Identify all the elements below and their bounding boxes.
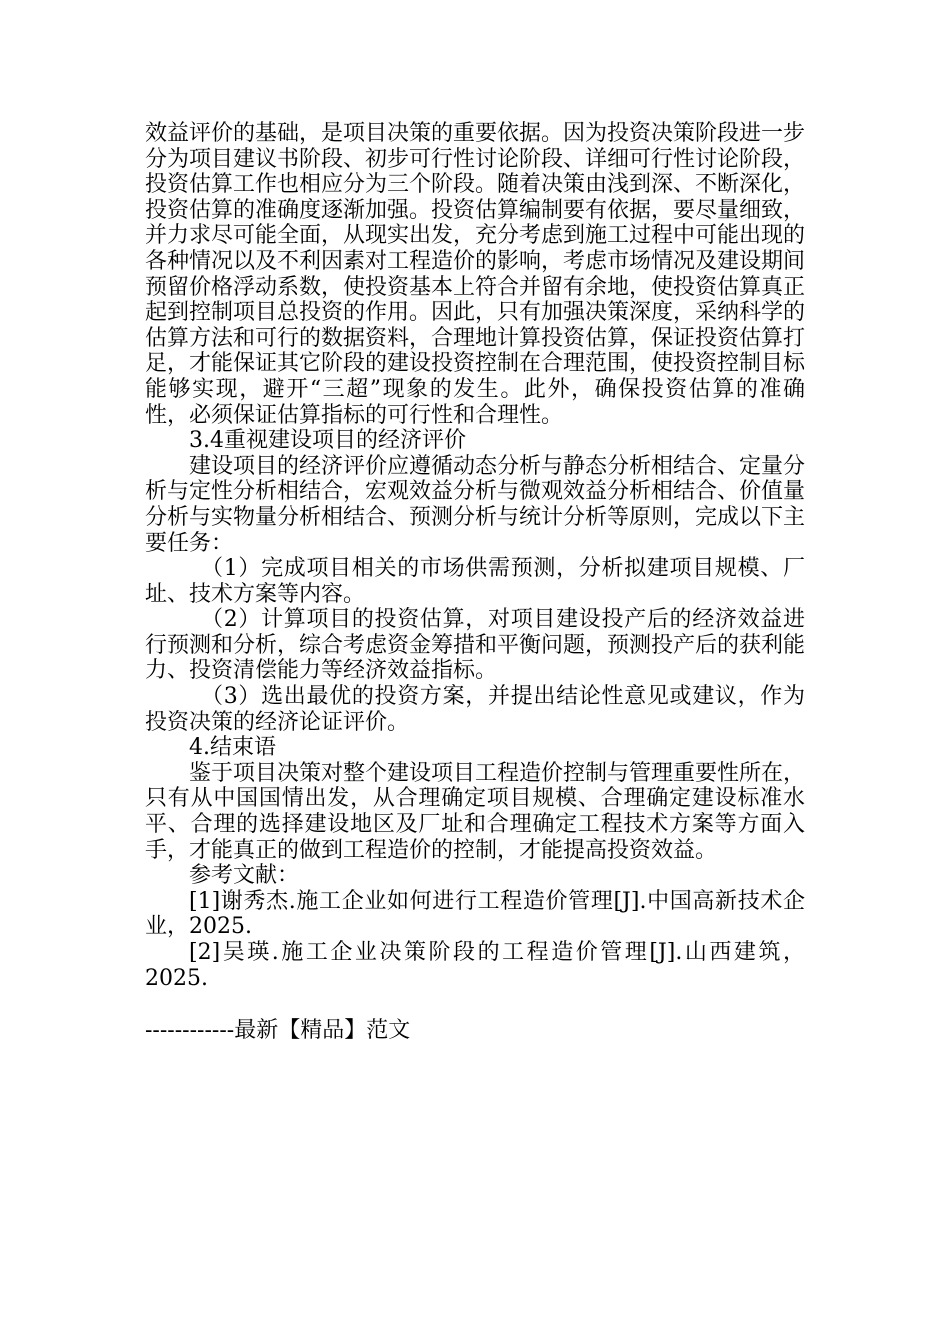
reference-item: [1]谢秀杰.施工企业如何进行工程造价管理[J].中国高新技术企业，2025. bbox=[145, 888, 805, 940]
body-paragraph: 效益评价的基础，是项目决策的重要依据。因为投资决策阶段进一步分为项目建议书阶段、初步可行性讨论阶段、详细可行性讨论阶段，投资估算工作也相应分为三个阶段。随着决策由浅到深、不断深化，投资估算的准确度逐渐加强。投资估算编制要有依据，要尽量细致，并力求尽可能全面，从现实出发，充分考虑到施工过程中可能出现的各种情况以及不利因素对工程造价的影响，考虑市场情况及建设期间预留价格浮动系数，使投资基本上符合并留有余地，使投资估算真正起到控制项目总投资的作用。因此，只有加强决策深度，采纳科学的估算方法和可行的数据资料，合理地计算投资估算，保证投资估算打足，才能保证其它阶段的建设投资控制在合理范围，使投资控制目标能够实现，避开“三超”现象的发生。此外，确保投资估算的准确性，必须保证估算指标的可行性和合理性。 bbox=[145, 121, 806, 428]
section-heading: 4.结束语 bbox=[189, 735, 276, 761]
page-footer: ------------最新【精品】范文 bbox=[145, 1018, 411, 1043]
body-paragraph: 建设项目的经济评价应遵循动态分析与静态分析相结合、定量分析与定性分析相结合，宏观效益分析与微观效益分析相结合、价值量分析与实物量分析相结合、预测分析与统计分析等原则，完成以下主要任务： bbox=[145, 453, 806, 556]
section-heading: 3.4重视建设项目的经济评价 bbox=[189, 428, 466, 454]
references-heading: 参考文献： bbox=[189, 863, 300, 889]
document-body bbox=[145, 121, 805, 991]
list-item: （1）完成项目相关的市场供需预测，分析拟建项目规模、厂址、技术方案等内容。 bbox=[145, 556, 805, 607]
reference-item: [2]吴瑛.施工企业决策阶段的工程造价管理[J].山西建筑，2025. bbox=[145, 940, 805, 991]
body-paragraph: 鉴于项目决策对整个建设项目工程造价控制与管理重要性所在，只有从中国国情出发，从合理确定项目规模、合理确定建设标准水平、合理的选择建设地区及厂址和合理确定工程技术方案等方面入手，才能真正的做到工程造价的控制，才能提高投资效益。 bbox=[145, 760, 806, 863]
list-item: （3）选出最优的投资方案，并提出结论性意见或建议，作为投资决策的经济论证评价。 bbox=[145, 684, 805, 735]
list-item: （2）计算项目的投资估算，对项目建设投产后的经济效益进行预测和分析，综合考虑资金筹措和平衡问题，预测投产后的获利能力、投资清偿能力等经济效益指标。 bbox=[145, 607, 806, 684]
